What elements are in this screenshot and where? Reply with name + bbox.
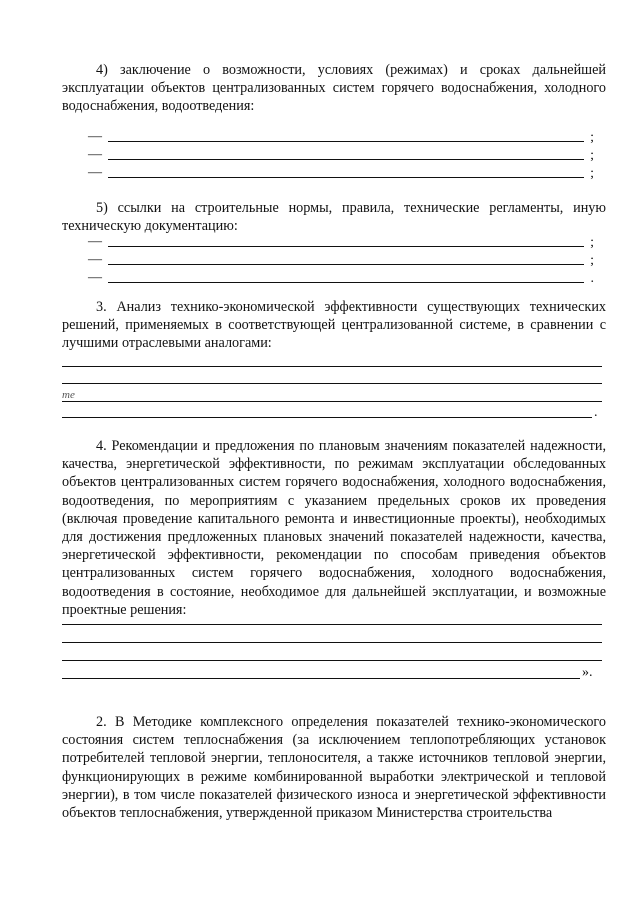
section-2-text: 2. В Методике комплексного определения показателей технико-экономического состояния систем теплоснабжения (за исключением теплопотребляющих установок потребителей тепловой энергии, теплоносителя, а также источников тепловой энергии, функционирующих в режиме комбинированной выработки электрической и тепловой энергии), в том числе показателей физического износа и энергетической эффективности объектов теплоснабжения, утвержденной приказом Министерства строительства [62,714,606,822]
blank-line [88,271,598,285]
dash-mark: — [88,165,102,180]
line-end-mark: ; [590,235,594,250]
fill-in-rule [62,401,602,402]
fill-in-rule [62,660,602,661]
fill-in-rule [62,383,602,384]
line-end-mark: ; [590,148,594,163]
section-4-recommendations [62,437,606,619]
blank-line [88,148,598,162]
dash-mark: — [88,270,102,285]
dash-mark: — [88,147,102,162]
line-end-mark: . [590,271,594,286]
margin-scribble: те [62,389,75,401]
section-4-end-mark: ». [582,665,593,680]
fill-in-rule [108,159,584,160]
blank-line [88,235,598,249]
fill-in-rule [108,141,584,142]
section-3-analysis [62,298,606,353]
line-end-mark: ; [590,130,594,145]
dash-mark: — [88,252,102,267]
fill-in-rule [62,417,592,418]
line-end-mark: ; [590,253,594,268]
blank-line [88,130,598,144]
item-4-text: 4) заключение о возможности, условиях (режимах) и сроках дальнейшей эксплуатации объектов централизованных систем горячего водоснабжения, холодного водоснабжения, водоотведения: [62,62,606,115]
item-5-text: 5) ссылки на строительные нормы, правила, технические регламенты, иную техническую документацию: [62,200,606,235]
section-3-end-mark: . [594,405,598,420]
fill-in-rule [62,678,580,679]
item-4-conclusion [62,61,606,116]
blank-line [88,253,598,267]
blank-line [88,166,598,180]
line-end-mark: ; [590,166,594,181]
item-5-references [62,199,606,235]
section-3-text: 3. Анализ технико-экономической эффективности существующих технических решений, применяемых в соответствующей централизованной системе, в сравнении с лучшими отраслевыми аналогами: [62,299,606,352]
fill-in-rule [108,246,584,247]
section-4-text: 4. Рекомендации и предложения по плановым значениям показателей надежности, качества, энергетической эффективности, по режимам эксплуатации обследованных объектов централизованных систем горячего водоснабжения, холодного водоснабжения, водоотведения, по мероприятиям с указанием предельных сроков их проведения (включая проведение капитального ремонта и инвестиционные проекты), необходимых для достижения предложенных плановых значений показателей надежности, качества, энергетической эффективности, рекомендации по способам приведения объектов централизованных систем горячего водоснабжения, холодного водоснабжения, водоотведения в состояние, необходимое для дальнейшей эксплуатации, и возможные проектные решения: [62,438,606,618]
fill-in-rule [108,177,584,178]
fill-in-rule [108,264,584,265]
fill-in-rule [62,642,602,643]
fill-in-rule [62,624,602,625]
dash-mark: — [88,129,102,144]
dash-mark: — [88,234,102,249]
fill-in-rule [108,282,584,283]
fill-in-rule [62,366,602,367]
section-2-methodology [62,713,606,822]
